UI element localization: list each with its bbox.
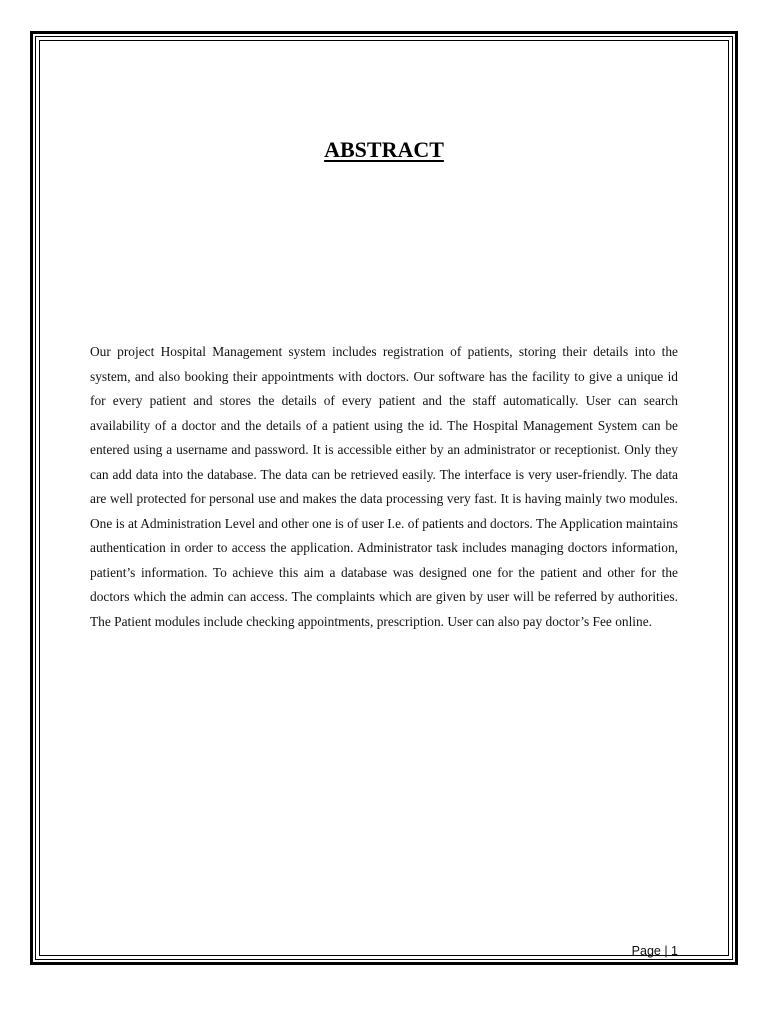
abstract-paragraph: Our project Hospital Management system includes registration of patients, storing their details into the system, and also booking their appointments with doctors. Our software has the facility to give a unique id for every patient and stores the details of every patient and the staff automatically. User can search availability of a doctor and the details of a patient using the id. The Hospital Management System can be entered using a username and password. It is accessible either by an administrator or receptionist. Only they can add data into the database. The data can be retrieved easily. The interface is very user-friendly. The data are well protected for personal use and makes the data processing very fast. It is having mainly two modules. One is at Administration Level and other one is of user I.e. of patients and doctors. The Application maintains authentication in order to access the application. Administrator task includes managing doctors information, patient’s information. To achieve this aim a database was designed one for the patient and other for the doctors which the admin can access. The complaints which are given by user will be referred by authorities. The Patient modules include checking appointments, prescription. User can also pay doctor’s Fee online. <box>90 344 678 629</box>
page-title <box>0 136 768 164</box>
title-text: ABSTRACT <box>324 137 444 162</box>
page-number-footer: Page | 1 <box>631 944 678 958</box>
